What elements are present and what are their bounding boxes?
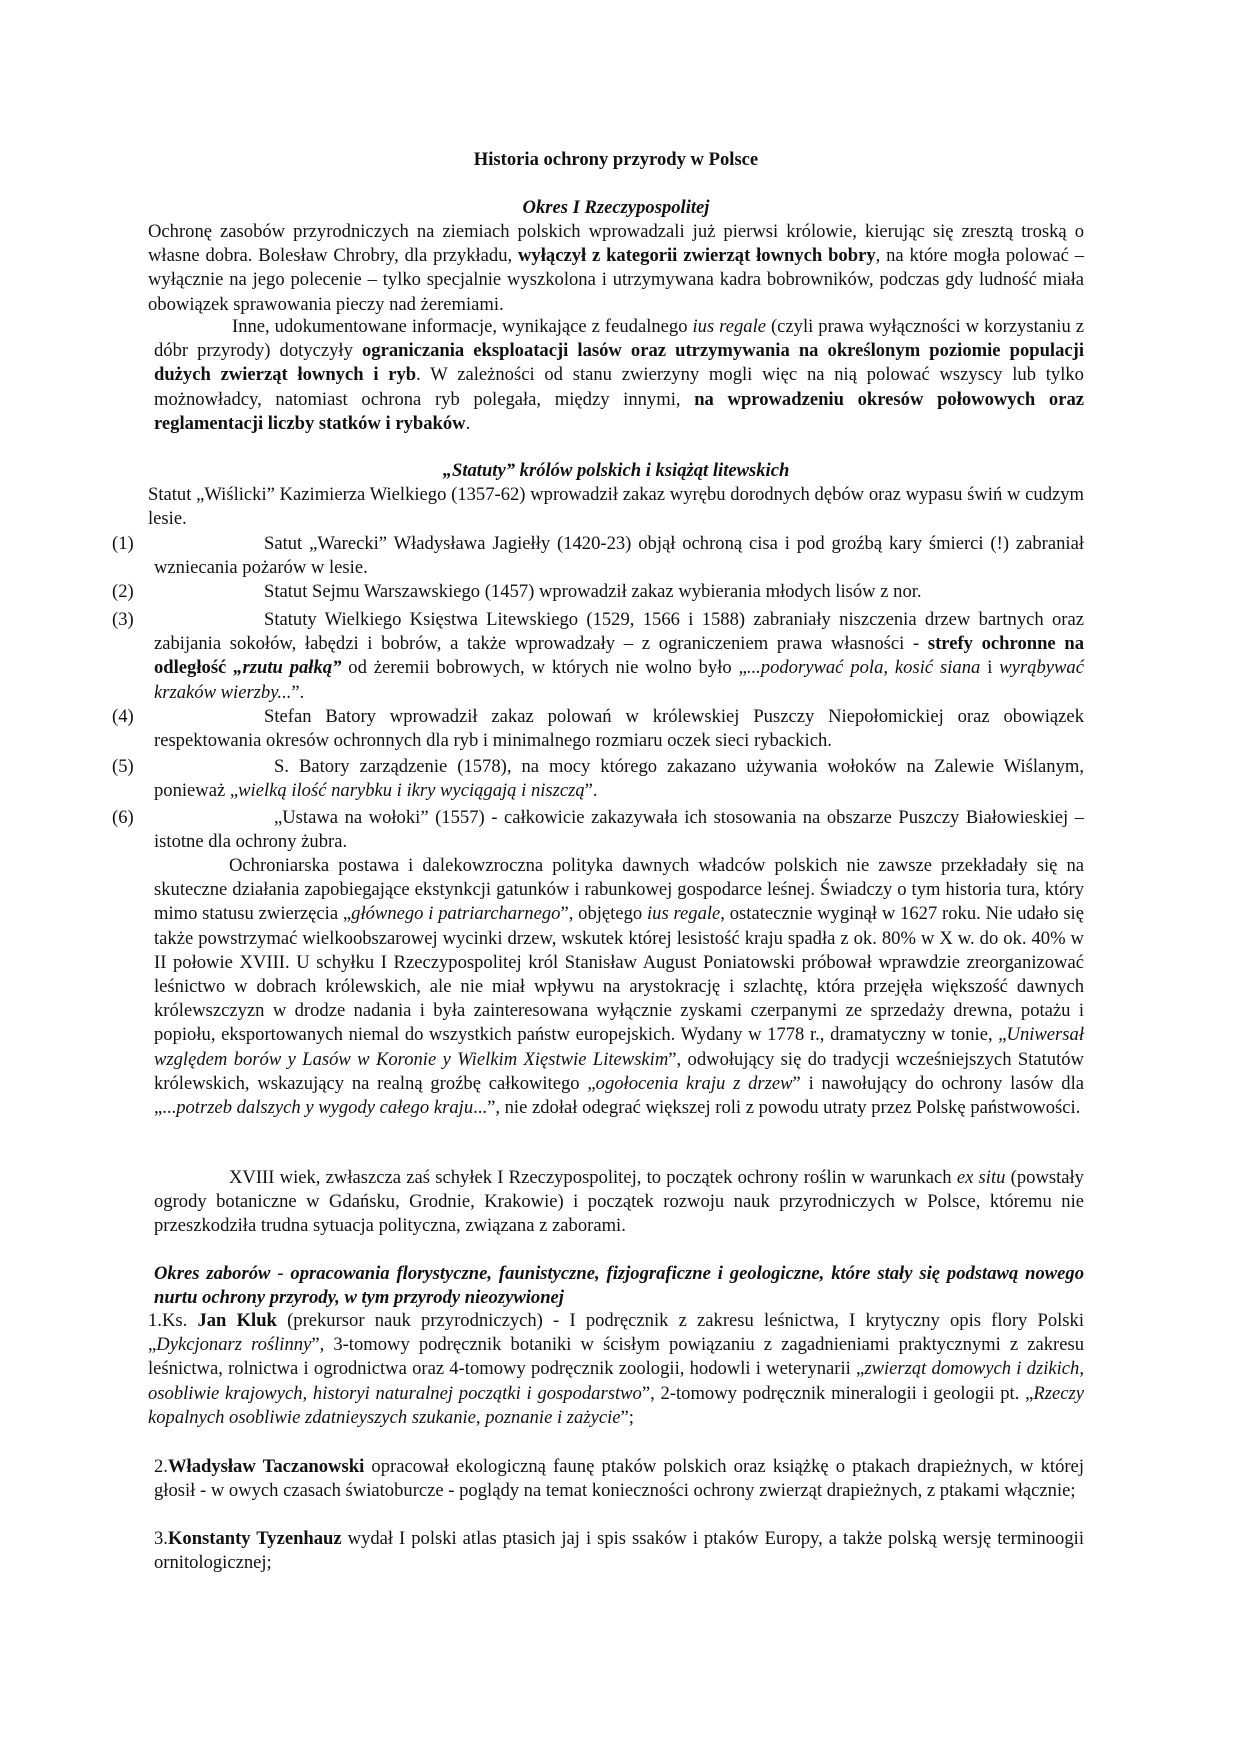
paragraph-xviii bbox=[154, 1166, 1084, 1239]
item-4 bbox=[154, 705, 1084, 753]
text-run: (czyli prawa wyłączności w korzystaniu z dóbr przyrody) dotyczyły bbox=[154, 316, 1084, 362]
item-1 bbox=[154, 532, 1084, 580]
item-6 bbox=[154, 806, 1084, 854]
paragraph-wislicki bbox=[148, 483, 1084, 531]
text-run: ex situ bbox=[956, 1167, 1006, 1188]
text-run: „Statuty” królów polskich i książąt litewskich bbox=[442, 460, 790, 481]
text-run: potrzeb dalszych y wygody całego kraju bbox=[176, 1097, 474, 1119]
text-run: Okres zaborów bbox=[154, 1263, 271, 1284]
list-number: (3) bbox=[112, 609, 134, 630]
text-run: Dykcjonarz roślinny bbox=[156, 1334, 312, 1356]
paragraph-intro bbox=[148, 220, 1084, 317]
text-run: (powstały ogrody botaniczne w Gdańsku, Grodnie, Krakowie) i początek rozwoju nauk przyrodniczych w Polsce, któremu nie przeszkodziła trudna sytuacja polityczna, związana z zaborami. bbox=[154, 1167, 1084, 1237]
text-run: ”, 3-tomowy podręcznik botaniki w ścisłym powiązaniu z zagadnieniami praktycznymi z zakresu leśnictwa, rolnictwa i ogrodnictwa oraz 4-tomowy podręcznik zoologii, hodowli i weterynarii „ bbox=[148, 1334, 1084, 1380]
text-run: . bbox=[465, 412, 471, 434]
text-run: ...podorywać pola, kosić siana bbox=[746, 657, 981, 679]
text-run: ius regale bbox=[692, 316, 766, 337]
text-run: XVIII wiek, zwłaszcza zaś schyłek I Rzeczypospolitej, to początek ochrony roślin w warunkach bbox=[229, 1167, 957, 1188]
list-number: (5) bbox=[112, 756, 134, 777]
text-run: 1.Ks. bbox=[148, 1310, 198, 1331]
text-run: „rzutu pałką” bbox=[233, 657, 342, 679]
text-run: , ostatecznie wyginął w 1627 roku. Nie udało się także powstrzymać wielkoobszarowej wycinki drzew, wskutek której lesistość kraju spadła z ok. 80% w X w. do ok. 40% w II połowie XVIII. U schyłku I Rzeczypospolitej król Stanisław August Poniatowski próbował wprawdzie zreorganizować leśnictwo w dobrach królewskich, ale nie miał wpływu na arystokrację i szlachtę, która przejęła większość dawnych królewszczyzn w drodze nadania i była zainteresowana wyłącznie zyskami czerpanymi ze sprzedaży drewna, potażu i popiołu, eksportowanych niemal do wszystkich państw europejskich. Wydany w 1778 r., dramatyczny w tonie, „ bbox=[154, 903, 1084, 1046]
text-run: Konstanty Tyzenhauz bbox=[167, 1528, 342, 1549]
text-run: opracowania florystyczne, faunistyczne, fizjograficzne i geologiczne, które stały się podstawą nowego nurtu ochrony przyrody, w tym przyrody nieozywionej bbox=[154, 1263, 1084, 1309]
text-run: Okres I Rzeczypospolitej bbox=[522, 197, 710, 218]
text-run: i bbox=[980, 657, 1000, 679]
paragraph-ius-regale bbox=[154, 315, 1084, 436]
text-run: ” i nawołujący do ochrony lasów dla „... bbox=[154, 1072, 1084, 1119]
paragraph-ochroniarska bbox=[154, 854, 1084, 1120]
text-run: , na które mogła polować – wyłącznie na jego polecenie – tylko specjalnie wyszkolona i utrzymywana kadra bobrowników, podczas gdy ludność miała obowiązek sprawowania pieczy nad żeremiami. bbox=[148, 245, 1084, 315]
text-run: ”, odwołujący się do tradycji wcześniejszych Statutów królewskich, wskazujący na realną groźbę całkowitego „ bbox=[154, 1048, 1084, 1094]
text-run: Jan Kluk bbox=[197, 1310, 277, 1331]
section-heading-statuty bbox=[148, 459, 1084, 483]
text-run: od żeremii bobrowych, w których nie wolno było „ bbox=[341, 657, 747, 679]
text-run: ...”, nie zdołał odegrać większej roli z powodu utraty przez Polskę państwowości. bbox=[473, 1097, 1081, 1119]
text-run: ogołocenia kraju z drzew bbox=[595, 1072, 793, 1094]
text-run: Władysław Taczanowski bbox=[167, 1456, 365, 1477]
text-run: (prekursor nauk przyrodniczych) - I podręcznik z zakresu leśnictwa, I krytyczny opis flory Polski „ bbox=[148, 1310, 1084, 1356]
text-run: Statut Sejmu Warszawskiego (1457) wprowadził zakaz wybierania młodych lisów z nor. bbox=[264, 581, 922, 602]
list-number: (4) bbox=[112, 706, 134, 727]
text-run: ”, objętego bbox=[560, 903, 647, 925]
text-run: Inne, udokumentowane informacje, wynikające z feudalnego bbox=[232, 316, 693, 337]
text-run: Ochroniarska postawa i dalekowzroczna polityka dawnych władców polskich nie zawsze przekładały się na skuteczne działania zapobiegające ekstynkcji gatunków i rabunkowej gospodarce leśnej. Świadczy o tym historia tura, który mimo statusu zwierzęcia „ bbox=[154, 855, 1084, 925]
text-run: ”. bbox=[584, 780, 598, 802]
text-run: Satut „Warecki” Władysława Jagiełły (1420-23) objął ochroną cisa i pod groźbą kary śmierci (!) zabraniał wzniecania pożarów w lesie. bbox=[154, 533, 1084, 579]
text-run: ”. bbox=[291, 681, 305, 703]
text-run: . W zależności od stanu zwierzyny mogli więc na nią polować wszyscy lub tylko możnowładcy, natomiast ochrona ryb polegała, między innymi, bbox=[154, 364, 1084, 410]
text-run: ograniczania eksploatacji lasów oraz utrzymywania na określonym poziomie populacji dużych zwierząt łownych i ryb bbox=[154, 340, 1084, 386]
text-run: strefy ochronne na odległość bbox=[154, 633, 1084, 679]
text-run: S. Batory zarządzenie (1578), na mocy którego zakazano używania wołoków na Zalewie Wiślanym, ponieważ „ bbox=[154, 756, 1084, 802]
text-run: Stefan Batory wprowadził zakaz polowań w królewskiej Puszczy Niepołomickiej oraz obowiązek respektowania okresów ochronnych dla ryb i minimalnego rozmiaru oczek sieci rybackich. bbox=[154, 706, 1084, 752]
text-run: wydał I polski atlas ptasich jaj i spis ssaków i ptaków Europy, a także polską wersję terminoogii ornitologicznej; bbox=[154, 1528, 1084, 1574]
text-run: zwierząt domowych i dzikich, osobliwie krajowych, historyi naturalnej początki i gospodarstwo bbox=[148, 1358, 1085, 1404]
text-run: ius regale bbox=[646, 903, 721, 925]
item-tyzenhauz bbox=[154, 1527, 1084, 1575]
text-run: opracował ekologiczną faunę ptaków polskich oraz książkę o ptakach drapieżnych, w której głosił - w owych czasach światoburcze - poglądy na temat konieczności ochrony zwierząt drapieżnych, z ptakami włącznie; bbox=[154, 1456, 1084, 1502]
text-run: głównego i patriarcharnego bbox=[351, 903, 561, 925]
section-heading-okres-i bbox=[148, 196, 1084, 220]
text-run: „Ustawa na wołoki” (1557) - całkowicie zakazywała ich stosowania na obszarze Puszczy Białowieskiej – istotne dla ochrony żubra. bbox=[154, 807, 1084, 853]
text-run: wyrąbywać krzaków wierzby... bbox=[154, 657, 1084, 703]
text-run: Uniwersał względem borów y Lasów w Koronie y Wielkim Xięstwie Litewskim bbox=[154, 1024, 1084, 1070]
text-run: 3. bbox=[154, 1528, 168, 1549]
document-title: Historia ochrony przyrody w Polsce bbox=[473, 149, 759, 170]
list-number: (2) bbox=[112, 581, 134, 602]
item-kluk bbox=[148, 1309, 1084, 1430]
item-taczanowski bbox=[154, 1455, 1084, 1503]
text-run: wielką ilość narybku i ikry wyciągają i niszczą bbox=[238, 780, 585, 802]
text-run: Rzeczy kopalnych osobliwie zdatnieyszych szukanie, poznanie i zażycie bbox=[148, 1382, 1084, 1428]
text-run: na wprowadzeniu okresów połowowych oraz reglamentacji liczby statków i rybaków bbox=[154, 388, 1084, 434]
text-run: ”, 2-tomowy podręcznik mineralogii i geologii pt. „ bbox=[641, 1382, 1034, 1404]
text-run: Ochronę zasobów przyrodniczych na ziemiach polskich wprowadzali już pierwsi królowie, kierując się zresztą troską o własne dobra. Bolesław Chrobry, dla przykładu, bbox=[148, 221, 1084, 267]
section-heading-zabory bbox=[154, 1262, 1084, 1310]
text-run: ”; bbox=[620, 1406, 634, 1428]
text-run: - bbox=[270, 1263, 291, 1284]
text-run: 2. bbox=[154, 1456, 168, 1477]
text-run: Statut „Wiślicki” Kazimierza Wielkiego (1357-62) wprowadził zakaz wyrębu dorodnych dębów oraz wypasu świń w cudzym lesie. bbox=[148, 484, 1084, 530]
item-2 bbox=[154, 580, 1084, 604]
item-5 bbox=[154, 755, 1084, 803]
list-number: (1) bbox=[112, 533, 134, 554]
list-number: (6) bbox=[112, 807, 134, 828]
text-run: wyłączył z kategorii zwierząt łownych bobry bbox=[518, 245, 876, 267]
item-3 bbox=[154, 608, 1084, 705]
text-run: Statuty Wielkiego Księstwa Litewskiego (1529, 1566 i 1588) zabraniały niszczenia drzew bartnych oraz zabijania sokołów, łabędzi i bobrów, a także wprowadzały – z ograniczeniem prawa własności - bbox=[154, 609, 1084, 655]
